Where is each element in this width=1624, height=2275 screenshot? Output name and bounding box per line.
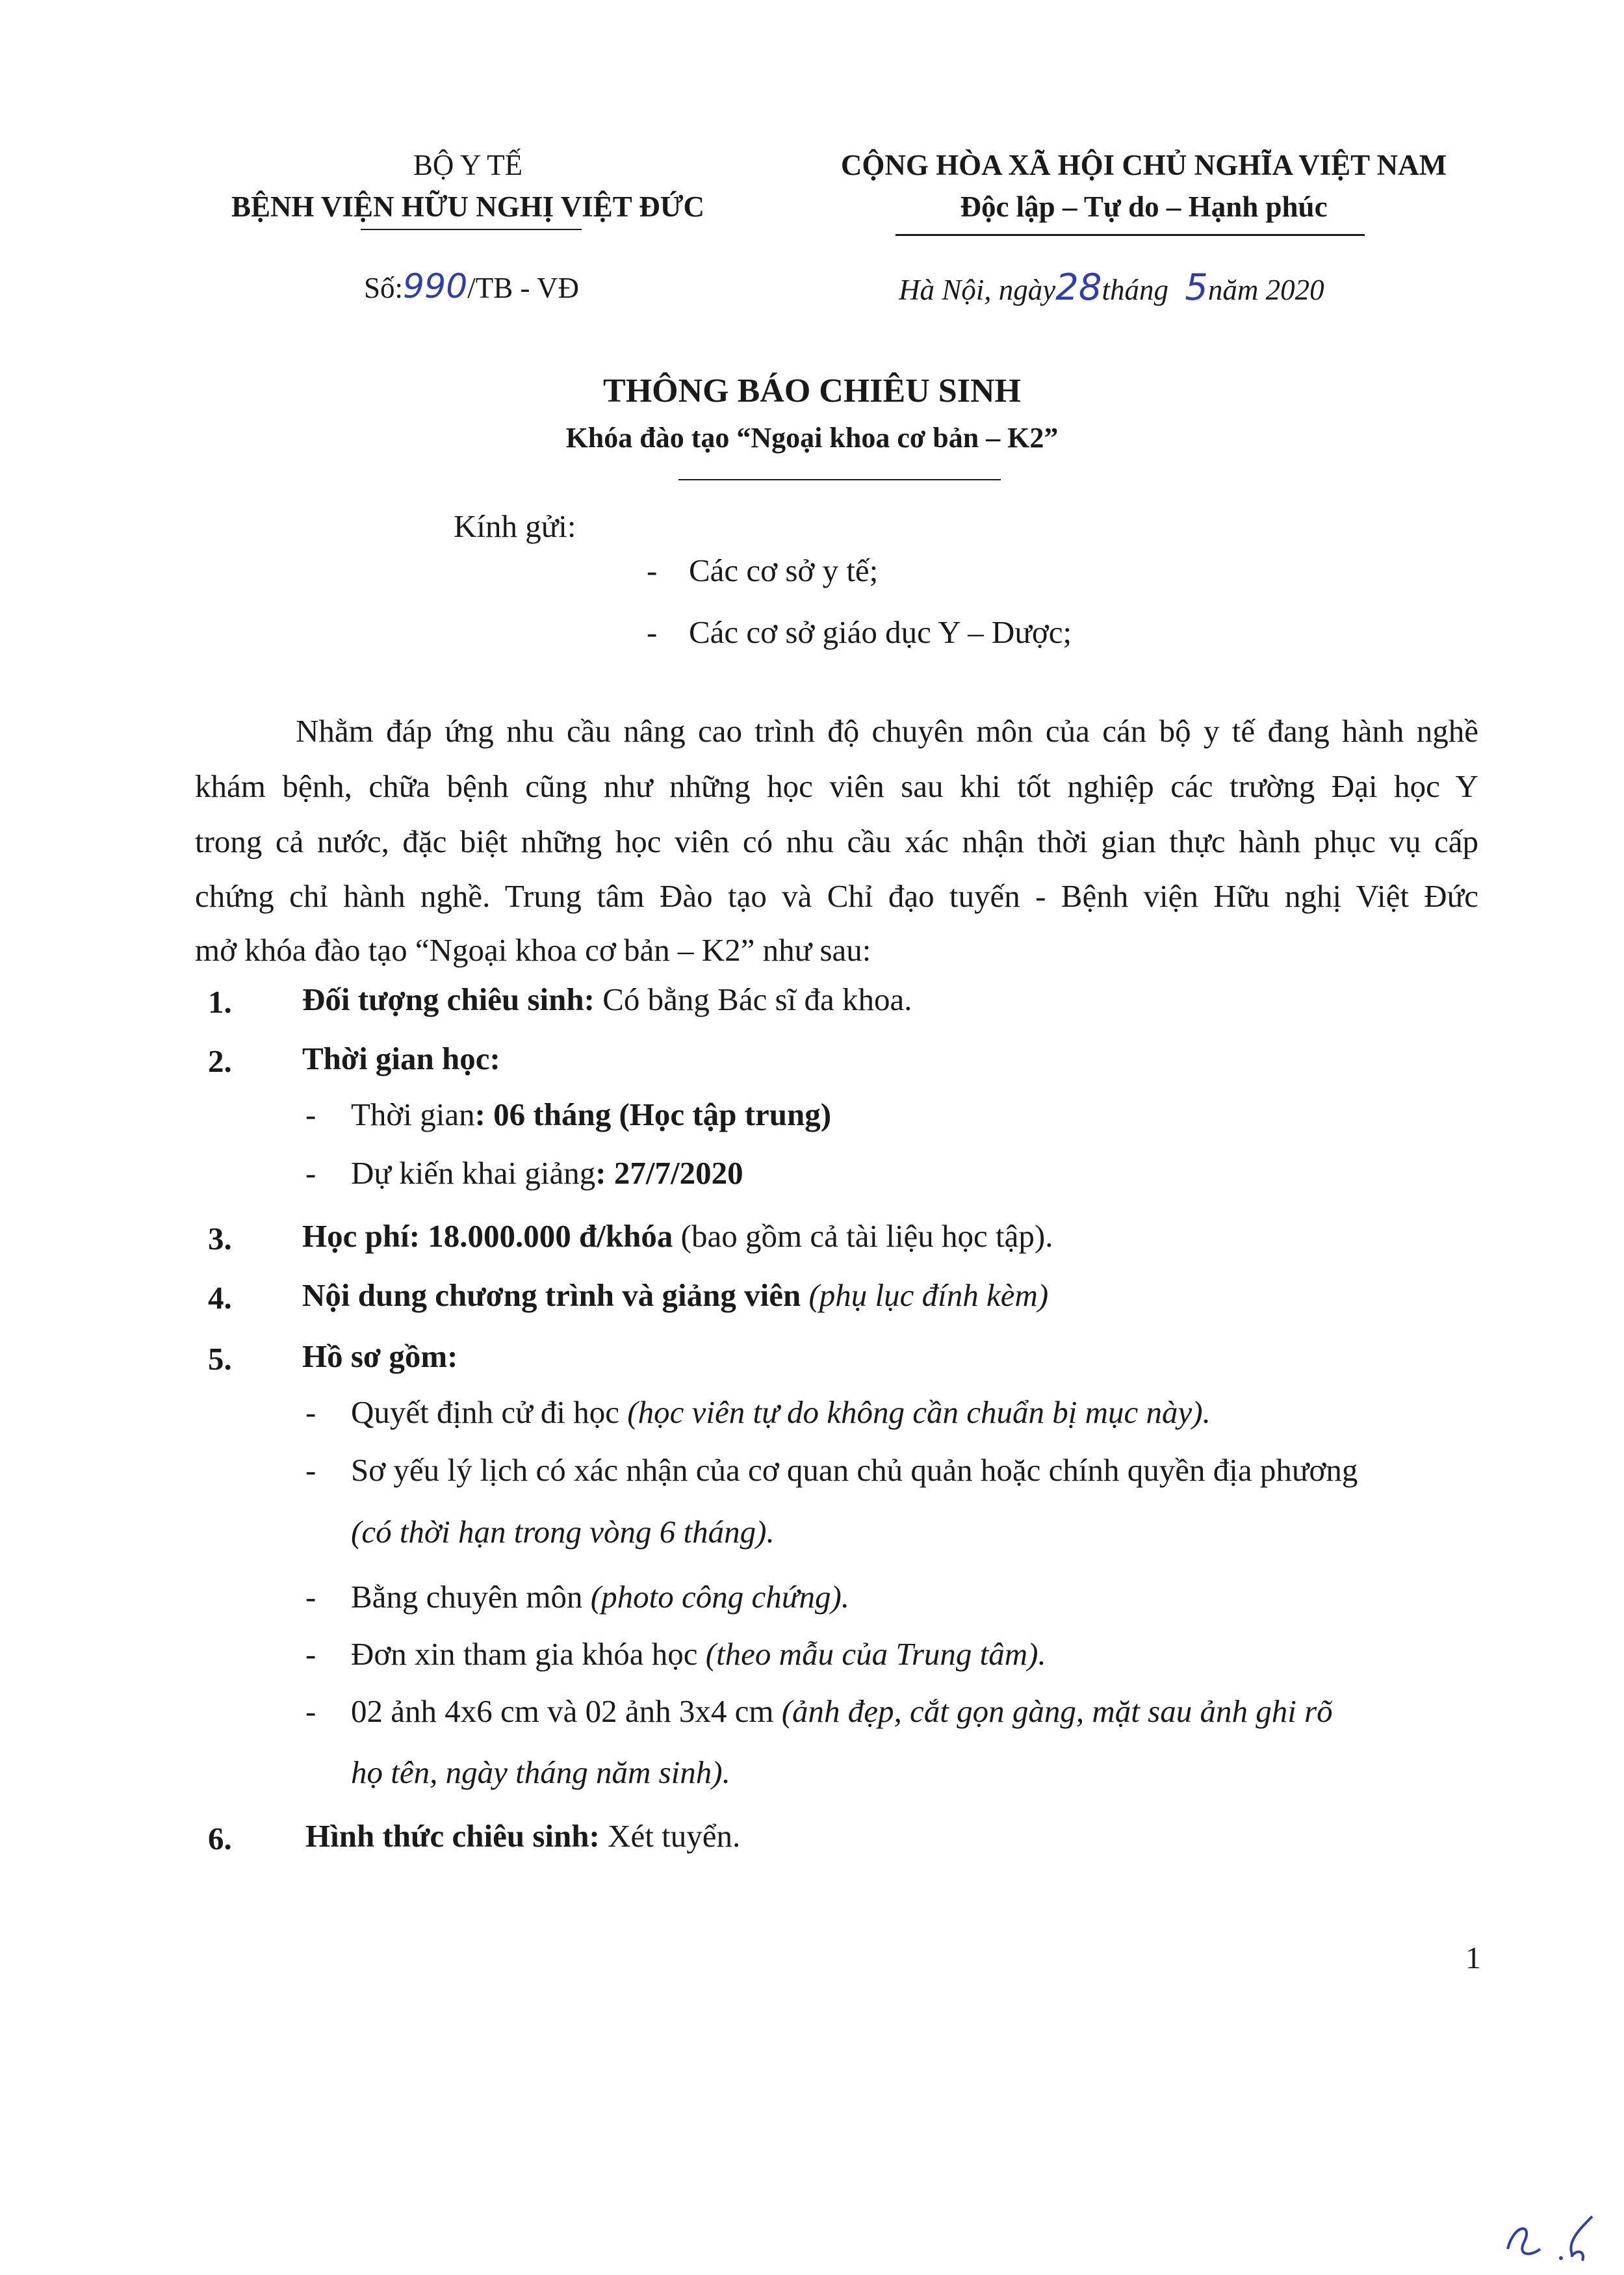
list-item: Sơ yếu lý lịch có xác nhận của cơ quan chủ quản hoặc chính quyền địa phương	[351, 1452, 1358, 1488]
item-text: Bằng chuyên môn	[351, 1579, 591, 1615]
section-1	[302, 983, 912, 1015]
section-label: Hình thức chiêu sinh:	[305, 1818, 600, 1854]
salutation-label: Kính gửi:	[454, 508, 576, 544]
item-italic: (theo mẫu của Trung tâm).	[705, 1636, 1046, 1672]
section-number: 3.	[208, 1221, 232, 1256]
list-item	[351, 1396, 1211, 1428]
item-text: Đơn xin tham gia khóa học	[351, 1636, 706, 1672]
date-month-label: tháng	[1102, 274, 1169, 306]
reference-number	[364, 267, 579, 306]
item-text: Thời gian	[351, 1097, 475, 1132]
handwritten-initials-mark	[1495, 2204, 1612, 2268]
hospital-name: BỆNH VIỆN HỮU NGHỊ VIỆT ĐỨC	[231, 190, 705, 223]
ref-number-handwritten: 990	[403, 267, 468, 306]
date-day-handwritten: 28	[1055, 266, 1102, 309]
section-number: 5.	[208, 1341, 232, 1377]
document-title: THÔNG BÁO CHIÊU SINH	[603, 372, 1021, 410]
item-italic: họ tên, ngày tháng năm sinh).	[351, 1754, 730, 1790]
section-4	[302, 1279, 1048, 1311]
section-text: (bao gồm cả tài liệu học tập).	[673, 1218, 1053, 1254]
ref-prefix: Số:	[364, 272, 404, 304]
section-text: Có bằng Bác sĩ đa khoa.	[594, 982, 912, 1017]
section-number: 6.	[208, 1821, 232, 1856]
date-month-handwritten: 5	[1185, 266, 1208, 309]
section-text: Xét tuyển.	[599, 1818, 741, 1854]
section-3	[302, 1220, 1053, 1252]
section-6	[305, 1820, 740, 1852]
date-year: năm 2020	[1207, 274, 1324, 306]
list-item	[351, 1157, 743, 1189]
list-dash: -	[305, 1155, 316, 1191]
ref-suffix: /TB - VĐ	[467, 272, 579, 304]
page-number: 1	[1465, 1941, 1481, 1975]
list-item	[351, 1098, 831, 1130]
national-motto: Độc lập – Tự do – Hạnh phúc	[960, 190, 1328, 223]
ministry-name: BỘ Y TẾ	[413, 149, 523, 181]
section-number: 4.	[208, 1280, 232, 1316]
intro-line: Nhằm đáp ứng nhu cầu nâng cao trình độ chuyên môn của cán bộ y tế đang hành nghề	[296, 713, 1478, 749]
recipient-dash: -	[647, 614, 658, 650]
item-bold: : 06 tháng (Học tập trung)	[474, 1097, 832, 1132]
intro-line: trong cả nước, đặc biệt những học viên có nhu cầu xác nhận thời gian thực hành phục vụ cấp	[195, 824, 1478, 859]
item-italic: (có thời hạn trong vòng 6 tháng).	[351, 1514, 775, 1550]
item-text: 02 ảnh 4x6 cm và 02 ảnh 3x4 cm	[351, 1693, 782, 1729]
issue-date	[899, 266, 1324, 309]
section-label: Nội dung chương trình và giảng viên	[302, 1277, 801, 1313]
title-rule	[678, 479, 1001, 480]
recipient-item: Các cơ sở giáo dục Y – Dược;	[689, 614, 1072, 650]
header-left-rule	[361, 229, 582, 230]
intro-line: chứng chỉ hành nghề. Trung tâm Đào tạo và Chỉ đạo tuyến - Bệnh viện Hữu nghị Việt Đức	[195, 878, 1478, 914]
date-prefix: Hà Nội, ngày	[899, 274, 1056, 306]
list-dash: -	[305, 1452, 316, 1488]
intro-line: mở khóa đào tạo “Ngoại khoa cơ bản – K2” như sau:	[195, 932, 871, 968]
section-italic: (phụ lục đính kèm)	[801, 1277, 1049, 1313]
item-italic: (học viên tự do không cần chuẩn bị mục này).	[627, 1394, 1211, 1430]
list-dash: -	[305, 1636, 316, 1672]
list-dash: -	[305, 1579, 316, 1615]
list-item	[351, 1695, 1333, 1727]
section-label: Hồ sơ gồm:	[302, 1338, 458, 1374]
header-right-rule	[896, 234, 1365, 236]
list-item	[351, 1581, 849, 1613]
section-number: 1.	[208, 984, 232, 1020]
section-label: Đối tượng chiêu sinh:	[302, 982, 595, 1017]
recipient-item: Các cơ sở y tế;	[689, 552, 879, 588]
list-dash: -	[305, 1693, 316, 1729]
section-number: 2.	[208, 1043, 232, 1079]
list-dash: -	[305, 1394, 316, 1430]
country-name: CỘNG HÒA XÃ HỘI CHỦ NGHĨA VIỆT NAM	[840, 149, 1447, 181]
list-item	[351, 1638, 1046, 1670]
section-label: Học phí: 18.000.000 đ/khóa	[302, 1218, 673, 1254]
item-bold: : 27/7/2020	[595, 1155, 743, 1191]
item-italic: (photo công chứng).	[590, 1579, 850, 1615]
intro-line: khám bệnh, chữa bệnh cũng như những học viên sau khi tốt nghiệp các trường Đại học Y	[195, 768, 1478, 804]
list-dash: -	[305, 1097, 316, 1132]
item-text: Dự kiến khai giảng	[351, 1155, 596, 1191]
recipient-dash: -	[647, 552, 658, 588]
section-label: Thời gian học:	[302, 1041, 500, 1076]
document-subtitle: Khóa đào tạo “Ngoại khoa cơ bản – K2”	[565, 422, 1059, 454]
item-text: Quyết định cử đi học	[351, 1394, 628, 1430]
item-italic: (ảnh đẹp, cắt gọn gàng, mặt sau ảnh ghi rõ	[781, 1693, 1333, 1729]
